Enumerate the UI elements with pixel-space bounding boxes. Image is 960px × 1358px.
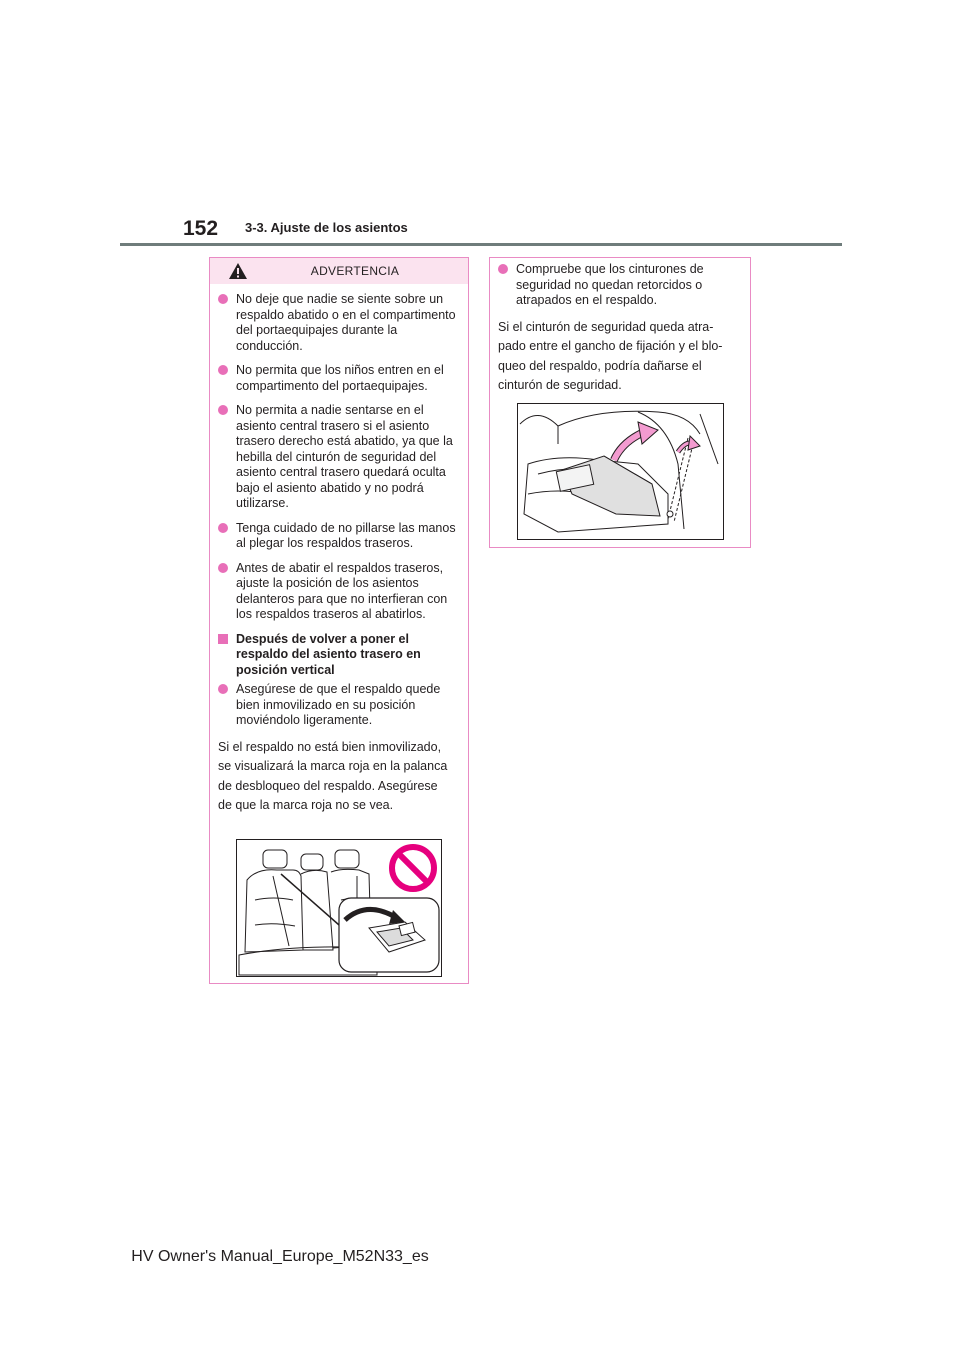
folded-seat-drawing: [518, 404, 723, 539]
seatbelt-folding-illustration: [517, 403, 724, 540]
bullet-dot-icon: [218, 523, 228, 533]
warning-bullet: Tenga cuidado de no pillarse las manos al plegar los respaldos traseros.: [218, 521, 460, 552]
bullet-dot-icon: [218, 294, 228, 304]
warning-bullet: No permita a nadie sentarse en el asiento central trasero si el asiento trasero derecho está abatido, ya que la hebilla del cinturón de seguridad del asiento central trasero quedará oculta bajo el asiento abatido y no podrá utilizarse.: [218, 403, 460, 512]
bullet-dot-icon: [218, 365, 228, 375]
bullet-dot-icon: [218, 563, 228, 573]
fold-arrow-icon: [614, 422, 658, 460]
seatback-lever-illustration: [236, 839, 442, 977]
subheading: Después de volver a poner el respaldo del asiento trasero en posición vertical: [218, 632, 460, 679]
bullet-dot-icon: [498, 264, 508, 274]
belt-arrow-icon: [678, 436, 700, 452]
bullet-dot-icon: [218, 405, 228, 415]
bullet-dot-icon: [218, 684, 228, 694]
note-bullet: Compruebe que los cinturones de seguridad no quedan retorcidos o atrapados en el respaldo.: [498, 262, 742, 309]
warning-header: [210, 258, 468, 284]
rear-seat-drawing: [237, 840, 441, 976]
square-bullet-icon: [218, 634, 228, 644]
note-paragraph: Si el cinturón de seguridad queda atra- pado entre el gancho de fijación y el blo- queo del respaldo, podría dañarse el cinturón de seguridad.: [498, 319, 723, 392]
warning-title: ADVERTENCIA: [310, 264, 400, 278]
footer-manual-id: HV Owner's Manual_Europe_M52N33_es: [131, 1248, 429, 1265]
header-rule: [120, 243, 842, 246]
warning-bullet: Antes de abatir el respaldos traseros, ajuste la posición de los asientos delanteros para que no interfieran con los respaldos traseros al abatirlos.: [218, 561, 460, 623]
lever-inset: [339, 898, 439, 972]
prohibition-icon: [392, 847, 434, 889]
warning-bullet: Asegúrese de que el respaldo quede bien inmovilizado en su posición moviéndolo ligeramente.: [218, 682, 460, 729]
page-number: 152: [183, 217, 219, 240]
body-paragraph: Si el respaldo no está bien inmovilizado, se visualizará la marca roja en la palanca de desbloqueo del respaldo. Asegúrese de que la marca roja no se vea.: [218, 739, 448, 812]
section-title: 3-3. Ajuste de los asientos: [245, 220, 408, 235]
warning-bullet: No deje que nadie se siente sobre un respaldo abatido o en el compartimento del portaequipajes durante la conducción.: [218, 292, 460, 354]
warning-bullet: No permita que los niños entren en el compartimento del portaequipajes.: [218, 363, 460, 394]
warning-triangle-icon: [228, 262, 248, 280]
